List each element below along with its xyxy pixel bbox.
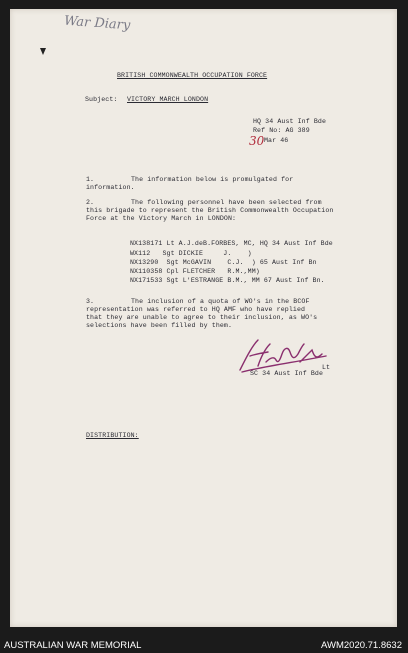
para3-line: selections have been filled by them. <box>86 322 233 329</box>
para2-line: this brigade to represent the British Commonwealth Occupation <box>86 207 334 214</box>
para3-line: representation was referred to HQ AMF who have replied <box>86 306 306 313</box>
para1-number: 1. <box>86 176 95 183</box>
para2-line: Force at the Victory March in LONDON: <box>86 215 237 222</box>
signature-title: SC 34 Aust Inf Bde <box>250 370 324 377</box>
war-diary-annotation: War Diary <box>63 13 131 34</box>
para2-line: The following personnel have been selected from <box>131 199 322 206</box>
reference-number: Ref No: AG 389 <box>253 127 310 134</box>
para1-line: information. <box>86 184 135 191</box>
distribution-label: DISTRIBUTION: <box>86 432 139 439</box>
document-heading: BRITISH COMMONWEALTH OCCUPATION FORCE <box>117 72 268 79</box>
subject-value: VICTORY MARCH LONDON <box>127 96 209 103</box>
hq-line: HQ 34 Aust Inf Bde <box>253 118 327 125</box>
punch-hole-mark <box>40 48 46 55</box>
para3-line: that they are unable to agree to their inclusion, as WO's <box>86 314 318 321</box>
para3-line: The inclusion of a quota of WO's in the BCOF <box>131 298 310 305</box>
personnel-row: NX138171 Lt A.J.deB.FORBES, MC, HQ 34 Aust Inf Bde <box>130 240 333 247</box>
signature-rank: Lt <box>322 364 331 371</box>
para3-number: 3. <box>86 298 95 305</box>
personnel-row: NX171533 Sgt L'ESTRANGE B.M., MM 67 Aust Inf Bn. <box>130 277 325 284</box>
footer-bar <box>0 638 408 653</box>
subject-label: Subject: <box>85 96 118 103</box>
para1-line: The information below is promulgated for <box>131 176 294 183</box>
footer-accession-number: AWM2020.71.8632 <box>321 640 402 651</box>
handwritten-date: 30 <box>249 134 265 148</box>
para2-number: 2. <box>86 199 95 206</box>
footer-institution: AUSTRALIAN WAR MEMORIAL <box>4 640 142 651</box>
personnel-row: NX13290 Sgt McGAVIN C.J. ) 65 Aust Inf Bn <box>130 259 317 266</box>
personnel-row: WX112 Sgt DICKIE J. ) <box>130 250 252 257</box>
personnel-row: NX110358 Cpl FLETCHER R.M.,MM) <box>130 268 260 275</box>
date-month-year: Mar 46 <box>264 137 289 144</box>
